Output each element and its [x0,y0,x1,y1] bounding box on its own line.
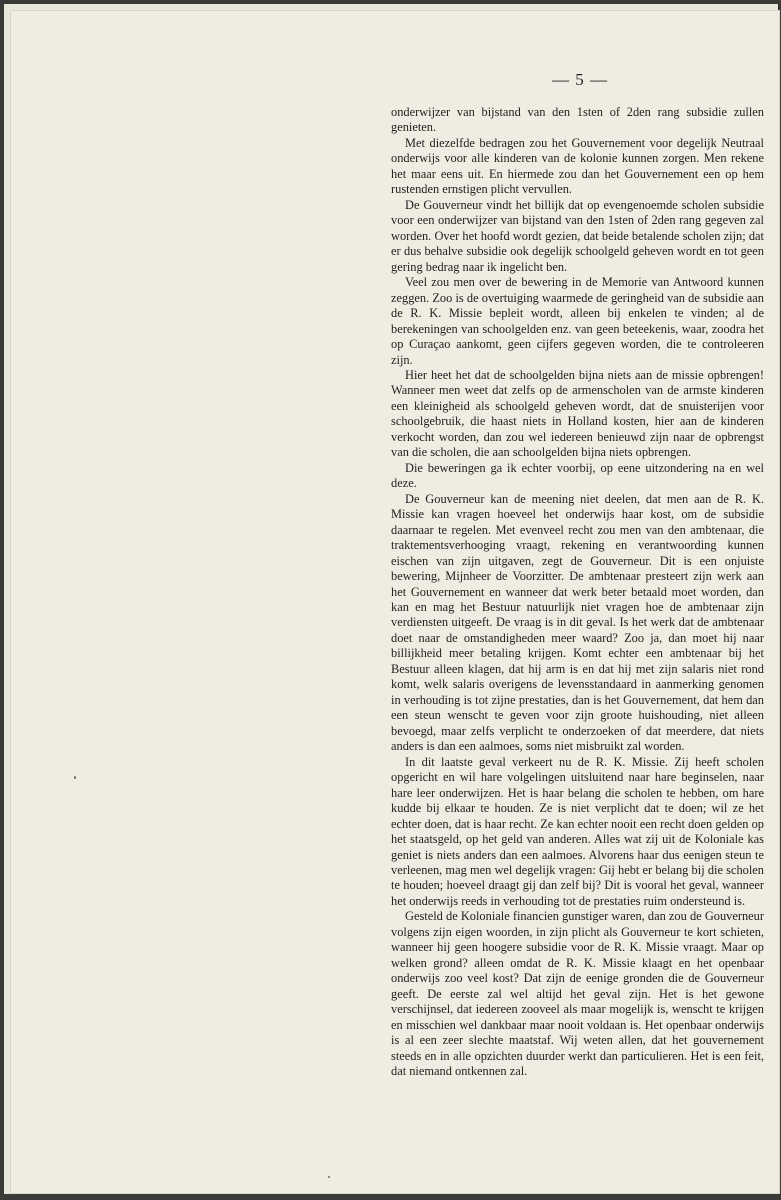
paragraph: De Gouverneur vindt het billijk dat op evengenoemde scholen subsidie voor een onderwijzer van bijstand van den 1sten of 2den rang gegeven zal worden. Over het hoofd wordt gezien, dat beide betalende scholen zijn; dat er dus behalve subsidie ook degelijk schoolgeld geheven wordt en tot geen gering bedrag naar ik ingelicht ben. [391,197,764,274]
paper-speck [328,1176,330,1178]
paragraph: Die beweringen ga ik echter voorbij, op eene uitzondering na en wel deze. [391,460,764,491]
paragraph: De Gouverneur kan de meening niet deelen, dat men aan de R. K. Missie kan vragen hoeveel het onderwijs haar kost, om de subsidie daarnaar te regelen. Met evenveel recht zou men van den ambtenaar, die traktementsverhooging vraagt, rekening en verantwoording kunnen eischen van zijn uitgaven, zegt de Gouverneur. Dit is een onjuiste bewering, Mijnheer de Voorzitter. De ambtenaar presteert zijn werk aan het Gouvernement en wanneer dat werk beter betaald moet worden, dan kan en mag het Bestuur natuurlijk niet vragen hoe de ambtenaar zijn verdiensten uitgeeft. De vraag is in dit geval. Is het werk dat de ambtenaar doet naar de omstandigheden meer waard? Zoo ja, dan moet hij naar billijkheid meer betaling krijgen. Komt echter een ambtenaar bij het Bestuur alleen klagen, dat hij arm is en dat hij met zijn salaris niet rond komt, welk salaris overigens de levensstandaard in aanmerking genomen in verhouding is tot zijne prestaties, dan is het Gouvernement, dat hem dan een steun wenscht te geven voor zijn groote huishouding, niet alleen bevoegd, maar zelfs verplicht te onderzoeken of dat meerdere, dat niets anders is dan een aalmoes, soms niet misbruikt zal worden. [391,491,764,754]
paragraph: Met diezelfde bedragen zou het Gouvernement voor degelijk Neutraal onderwijs voor alle kinderen van de kolonie kunnen zorgen. Men rekene het maar eens uit. En hiermede zou dan het Gouvernement een op hem rustenden ernstigen plicht vervullen. [391,135,764,197]
paragraph: Veel zou men over de bewering in de Memorie van Antwoord kunnen zeggen. Zoo is de overtuiging waarmede de geringheid van de subsidie aan de R. K. Missie bepleit wordt, alleen bij enkelen te vinden; al de berekeningen van schoolgelden enz. van geen beteekenis, waar, zoodra het op Curaçao aankomt, geen cijfers gegeven worden, die te controleeren zijn. [391,275,764,367]
paper-speck [74,776,76,779]
document-page [10,10,780,1194]
paragraph: Hier heet het dat de schoolgelden bijna niets aan de missie opbrengen! Wanneer men weet dat zelfs op de armenscholen van de armste kinderen een kleinigheid als schoolgeld geheven wordt, dat de snuisterijen voor schoolgebruik, die haast niets in Holland kosten, hier aan de kinderen verkocht worden, dan zou wel iedereen benieuwd zijn naar de opbrengst van die scholen, die aan schoolgelden bijna niets opbrengen. [391,367,764,460]
paragraph: In dit laatste geval verkeert nu de R. K. Missie. Zij heeft scholen opgericht en wil hare volgelingen uitsluitend naar hare beginselen, naar hare leer onderwijzen. Het is haar belang die scholen te hebben, om hare kudde bij elkaar te houden. Ze is niet verplicht dat te doen; wil ze het echter doen, dat is haar recht. Ze kan echter nooit een recht doen gelden op het staatsgeld, op het geld van anderen. Alles wat zij uit de Koloniale kas geniet is niets anders dan een aalmoes. Alvorens haar dus eenigen steun te verleenen, mag men wel degelijk vragen: Gij hebt er belang bij die scholen te houden; hoeveel draagt gij dan zelf bij? Dit is vooral het geval, wanneer het onderwijs reeds in verhouding tot de prestaties ruim ondersteund is. [391,754,764,908]
page-number: — 5 — [552,70,608,89]
scan-frame [4,4,779,1194]
paragraph: onderwijzer van bijstand van den 1sten of 2den rang subsidie zullen genieten. [391,105,764,135]
paragraph: Gesteld de Koloniale financien gunstiger waren, dan zou de Gouverneur volgens zijn eigen woorden, in zijn plicht als Gouverneur te kort schieten, wanneer hij geen hoogere subsidie voor de R. K. Missie vraagt. Maar op welken grond? alleen omdat de R. K. Missie klaagt en het openbaar onderwijs zoo veel kost? Dat zijn de eenige gronden die de Gouverneur geeft. De eerste zal wel altijd het geval zijn. Het is het gewone verschijnsel, dat iedereen zooveel als maar mogelijk is, wenscht te krijgen en misschien wel dankbaar maar nooit voldaan is. Het openbaar onderwijs is al een zeer slechte maatstaf. Wij weten allen, dat het gouvernement steeds en in alle opzichten duurder werkt dan particulieren. Het is een feit, dat niemand ontkennen zal. [391,909,764,1079]
body-text [391,105,764,1080]
